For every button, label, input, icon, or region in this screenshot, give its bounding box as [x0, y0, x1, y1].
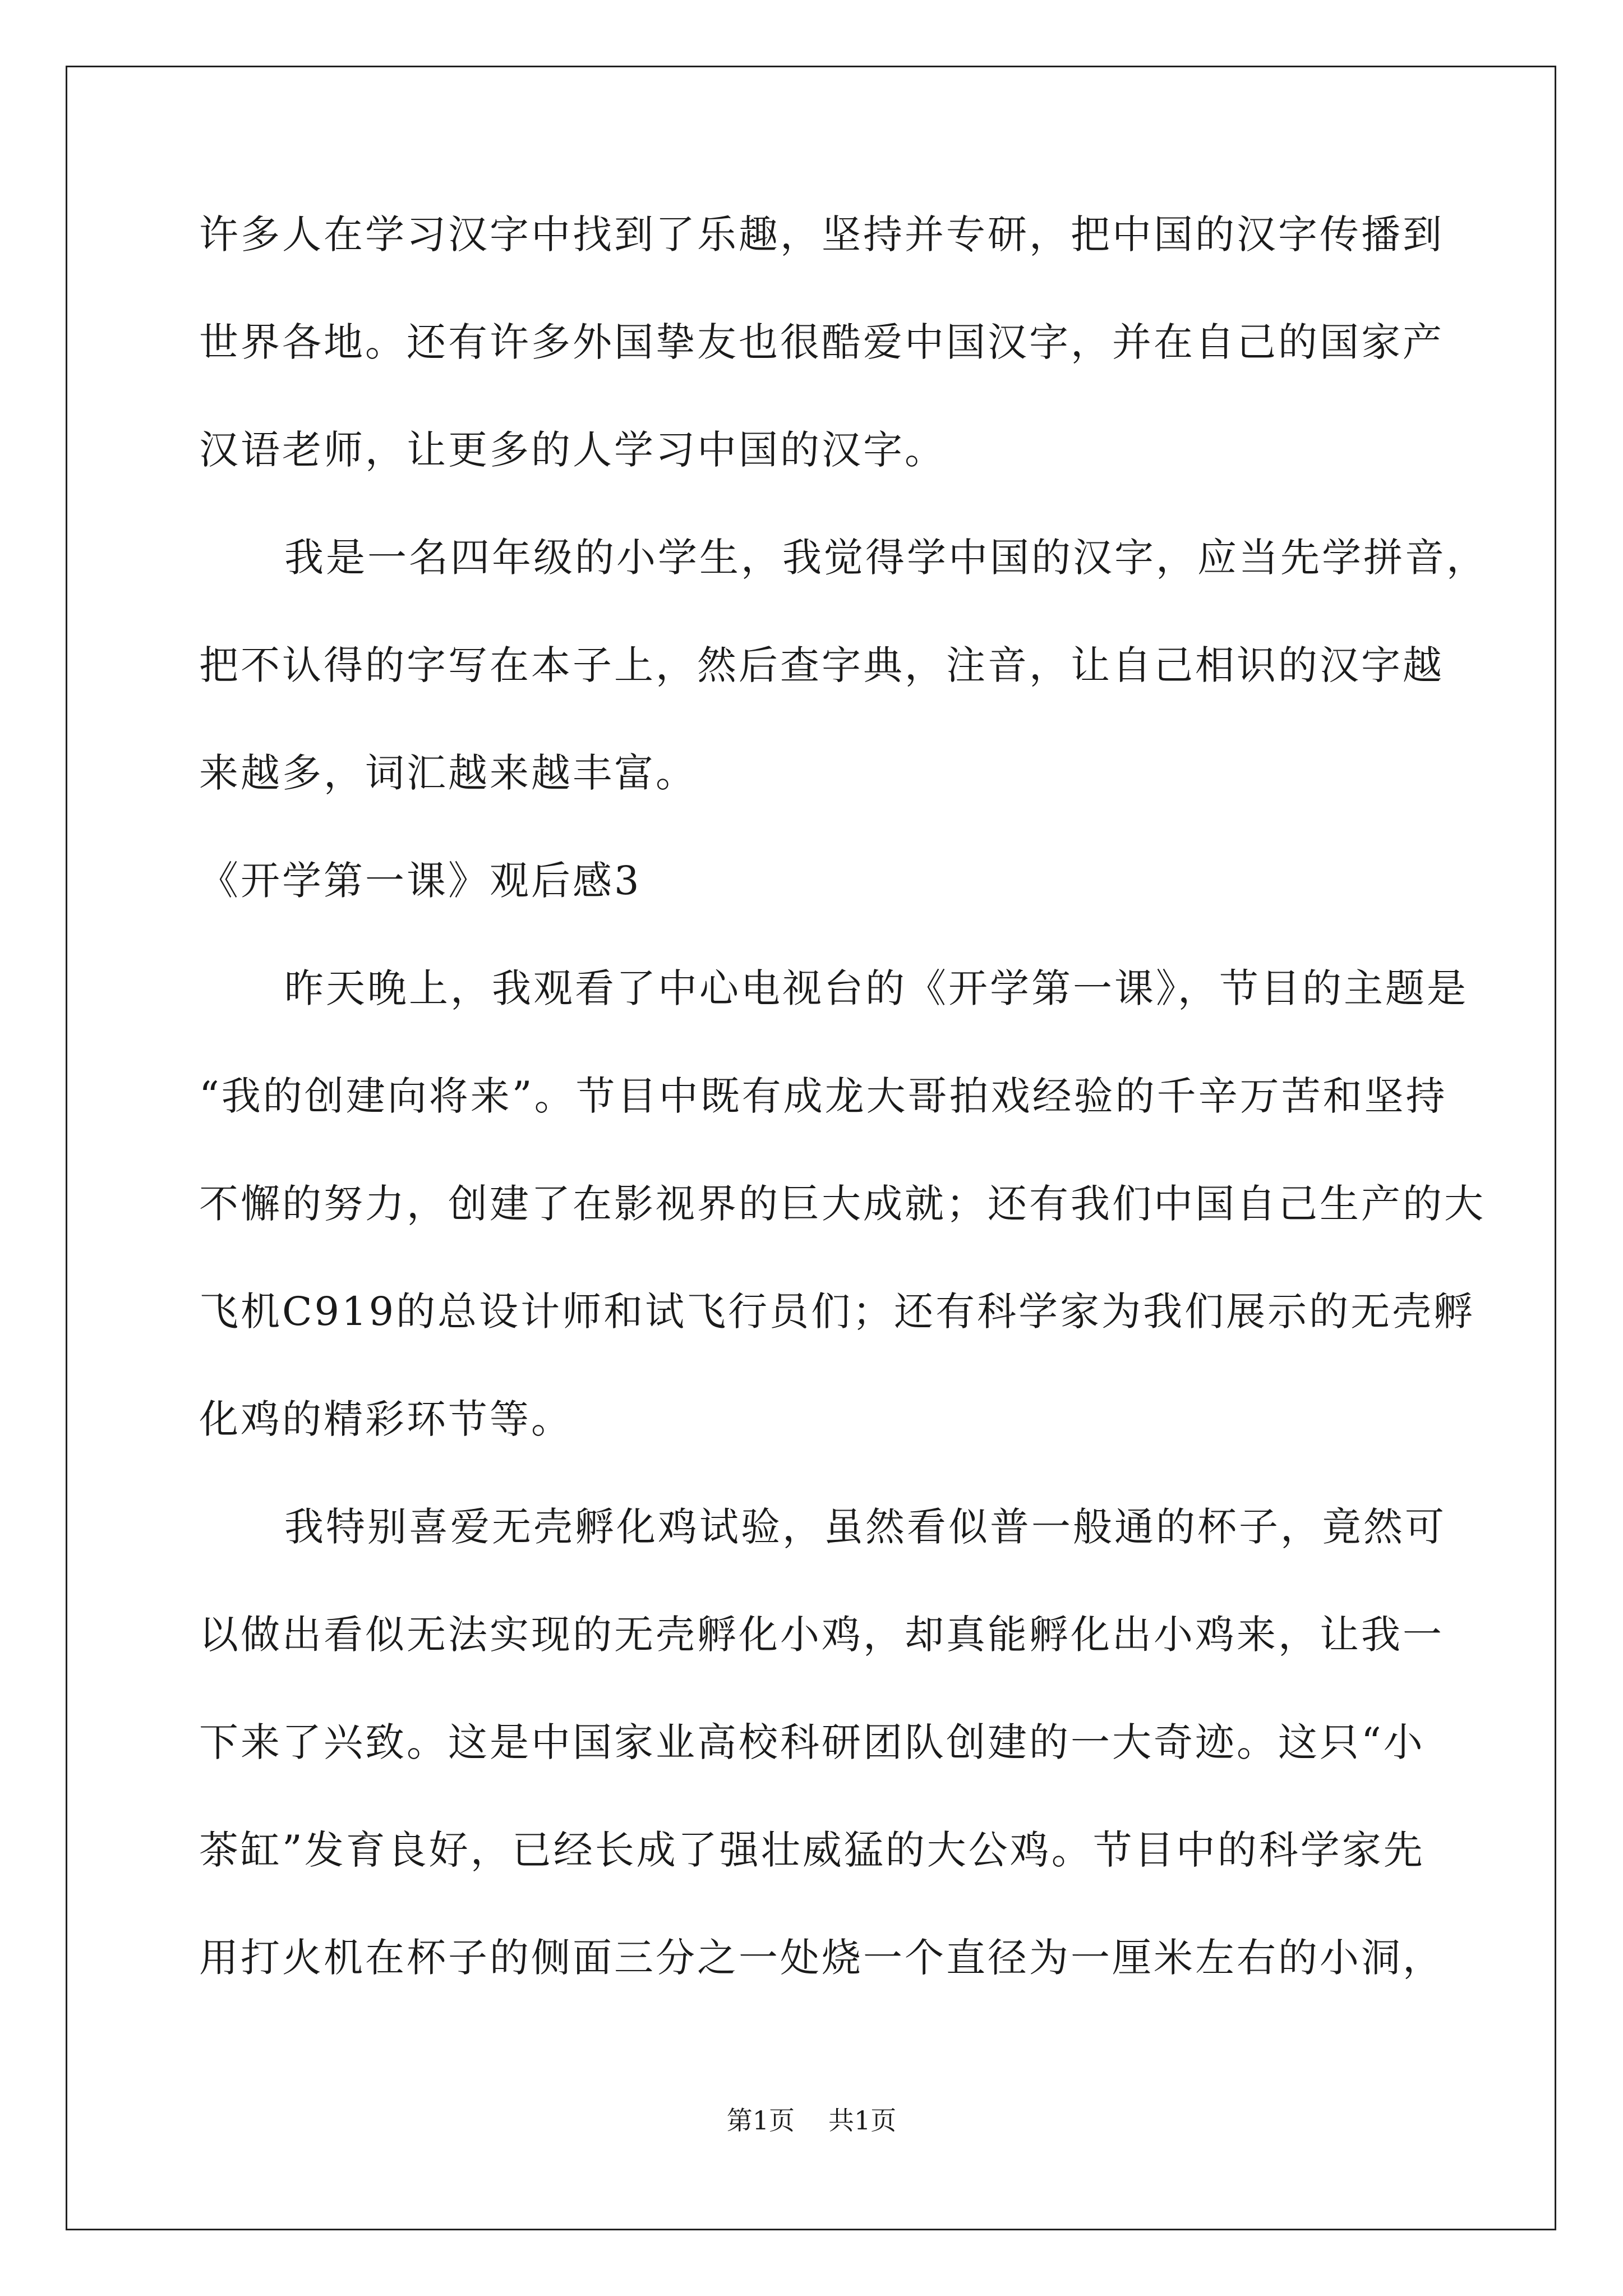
page-total: 共1页	[828, 2105, 897, 2136]
section-heading: 《开学第一课》观后感3	[199, 858, 642, 904]
text-line: 下来了兴致。这是中国家业高校科研团队创建的一大奇迹。这只“小	[199, 1719, 1425, 1765]
text-line: 飞机C919的总设计师和试飞行员们；还有科学家为我们展示的无壳孵	[199, 1289, 1476, 1335]
text-line: 来越多，词汇越来越丰富。	[199, 750, 697, 796]
text-line: 许多人在学习汉字中找到了乐趣，坚持并专研，把中国的汉字传播到	[199, 211, 1444, 257]
text-line: 我特别喜爱无壳孵化鸡试验，虽然看似普一般通的杯子，竟然可	[284, 1504, 1446, 1550]
text-line: 以做出看似无法实现的无壳孵化小鸡，却真能孵化出小鸡来，让我一	[199, 1612, 1444, 1658]
text-line: 昨天晚上，我观看了中心电视台的《开学第一课》，节目的主题是	[284, 965, 1468, 1011]
page-number: 第1页	[726, 2105, 795, 2136]
text-line: 把不认得的字写在本子上，然后查字典，注音，让自己相识的汉字越	[199, 642, 1444, 688]
text-line: 汉语老师，让更多的人学习中国的汉字。	[199, 427, 946, 473]
text-line: 世界各地。还有许多外国挚友也很酷爱中国汉字，并在自己的国家产	[199, 319, 1444, 365]
document-body	[199, 208, 1488, 2039]
text-line: 化鸡的精彩环节等。	[199, 1396, 573, 1442]
text-line: 茶缸”发育良好，已经长成了强壮威猛的大公鸡。节目中的科学家先	[199, 1827, 1425, 1873]
text-line: “我的创建向将来”。节目中既有成龙大哥拍戏经验的千辛万苦和坚持	[199, 1073, 1447, 1119]
page-footer	[0, 2104, 1623, 2137]
text-line: 不懈的努力，创建了在影视界的巨大成就；还有我们中国自己生产的大	[199, 1181, 1486, 1227]
text-line: 用打火机在杯子的侧面三分之一处烧一个直径为一厘米左右的小洞，	[199, 1935, 1444, 1981]
text-line: 我是一名四年级的小学生，我觉得学中国的汉字，应当先学拼音，	[284, 535, 1488, 581]
